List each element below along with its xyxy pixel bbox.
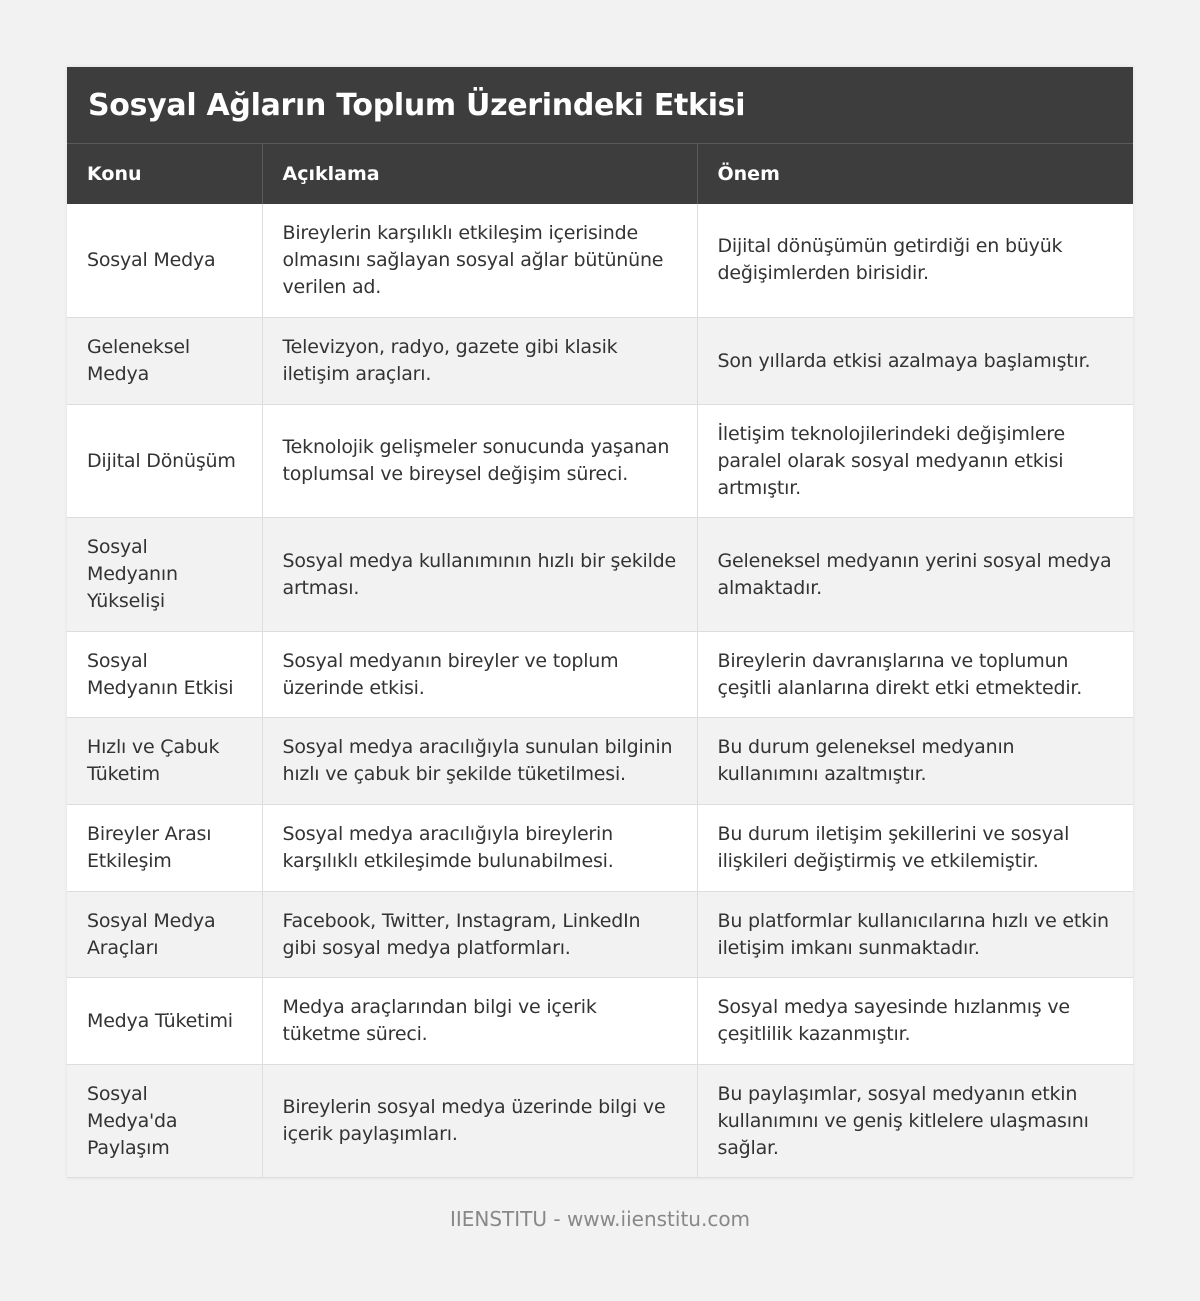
table-card (67, 67, 1133, 1178)
column-header-onem: Önem (697, 144, 1133, 204)
table-row (67, 1065, 1133, 1178)
cell-importance: Bu platformlar kullanıcılarına hızlı ve etkin iletişim imkanı sunmaktadır. (697, 892, 1133, 978)
table-row (67, 405, 1133, 518)
cell-topic: Hızlı ve Çabuk Tüketim (67, 718, 262, 805)
page-title: Sosyal Ağların Toplum Üzerindeki Etkisi (88, 87, 746, 123)
data-table (67, 143, 1133, 1178)
header-row (67, 144, 1133, 204)
cell-description: Sosyal medyanın bireyler ve toplum üzerinde etkisi. (262, 632, 697, 718)
cell-importance: Sosyal medya sayesinde hızlanmış ve çeşitlilik kazanmıştır. (697, 978, 1133, 1065)
table-row (67, 978, 1133, 1065)
cell-description: Sosyal medya aracılığıyla sunulan bilginin hızlı ve çabuk bir şekilde tüketilmesi. (262, 718, 697, 805)
title-bar (67, 67, 1133, 143)
cell-importance: Bu durum geleneksel medyanın kullanımını azaltmıştır. (697, 718, 1133, 805)
cell-topic: Geleneksel Medya (67, 318, 262, 405)
table-row (67, 718, 1133, 805)
footer-credit: IIENSTITU - www.iienstitu.com (449, 1207, 751, 1231)
table-body (67, 204, 1133, 1178)
table-header (67, 144, 1133, 204)
cell-description: Bireylerin karşılıklı etkileşim içerisinde olmasını sağlayan sosyal ağlar bütününe verilen ad. (262, 204, 697, 318)
cell-importance: Bu paylaşımlar, sosyal medyanın etkin kullanımını ve geniş kitlelere ulaşmasını sağlar. (697, 1065, 1133, 1178)
cell-description: Medya araçlarından bilgi ve içerik tüketme süreci. (262, 978, 697, 1065)
cell-description: Sosyal medya aracılığıyla bireylerin karşılıklı etkileşimde bulunabilmesi. (262, 805, 697, 892)
cell-description: Televizyon, radyo, gazete gibi klasik iletişim araçları. (262, 318, 697, 405)
cell-topic: Medya Tüketimi (67, 978, 262, 1065)
cell-importance: Dijital dönüşümün getirdiği en büyük değişimlerden birisidir. (697, 204, 1133, 318)
cell-description: Bireylerin sosyal medya üzerinde bilgi ve içerik paylaşımları. (262, 1065, 697, 1178)
table-row (67, 318, 1133, 405)
table-row (67, 204, 1133, 318)
cell-importance: Bireylerin davranışlarına ve toplumun çeşitli alanlarına direkt etki etmektedir. (697, 632, 1133, 718)
cell-description: Facebook, Twitter, Instagram, LinkedIn gibi sosyal medya platformları. (262, 892, 697, 978)
table-row (67, 892, 1133, 978)
cell-topic: Sosyal Medyanın Etkisi (67, 632, 262, 718)
table-row (67, 805, 1133, 892)
cell-importance: Bu durum iletişim şekillerini ve sosyal ilişkileri değiştirmiş ve etkilemiştir. (697, 805, 1133, 892)
column-header-aciklama: Açıklama (262, 144, 697, 204)
cell-topic: Sosyal Medya Araçları (67, 892, 262, 978)
cell-importance: Son yıllarda etkisi azalmaya başlamıştır. (697, 318, 1133, 405)
cell-topic: Sosyal Medyanın Yükselişi (67, 518, 262, 632)
cell-importance: İletişim teknolojilerindeki değişimlere paralel olarak sosyal medyanın etkisi artmıştır. (697, 405, 1133, 518)
table-row (67, 632, 1133, 718)
cell-topic: Dijital Dönüşüm (67, 405, 262, 518)
cell-topic: Bireyler Arası Etkileşim (67, 805, 262, 892)
cell-description: Sosyal medya kullanımının hızlı bir şekilde artması. (262, 518, 697, 632)
cell-topic: Sosyal Medya'da Paylaşım (67, 1065, 262, 1178)
cell-topic: Sosyal Medya (67, 204, 262, 318)
table-row (67, 518, 1133, 632)
cell-description: Teknolojik gelişmeler sonucunda yaşanan toplumsal ve bireysel değişim süreci. (262, 405, 697, 518)
cell-importance: Geleneksel medyanın yerini sosyal medya almaktadır. (697, 518, 1133, 632)
column-header-konu: Konu (67, 144, 262, 204)
